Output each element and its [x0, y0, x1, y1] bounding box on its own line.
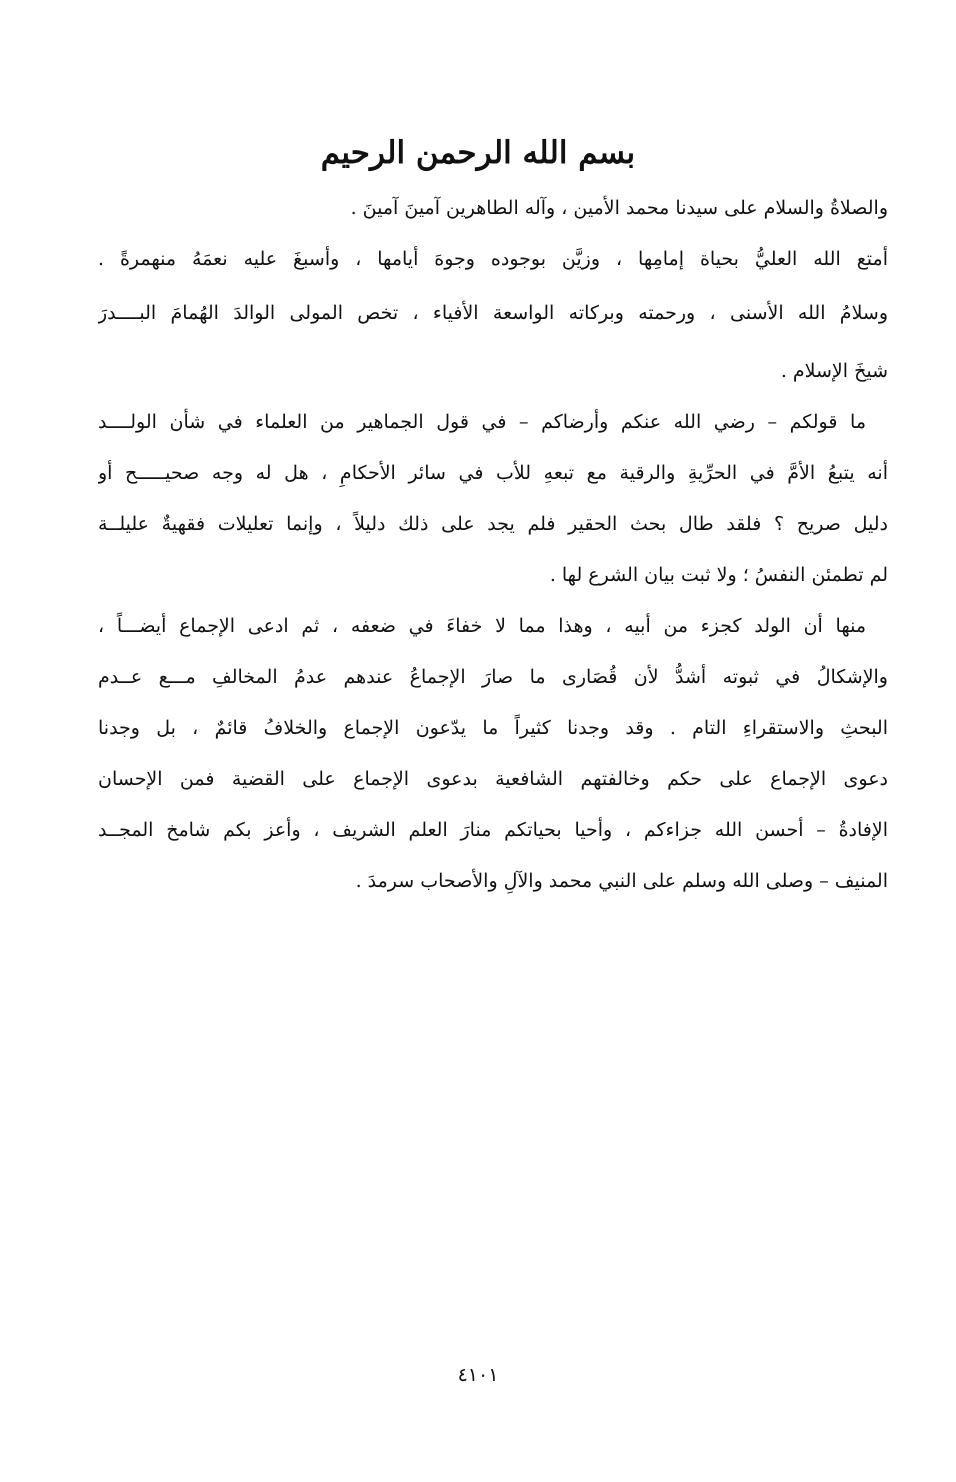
text-line-5: ما قولكم – رضي الله عنكم وأرضاكم – في قول الجماهير من العلماء في شأن الولــــد	[98, 411, 866, 433]
text-line-2: أمتع الله العليُّ بحياة إمامِها ، وزيَّن بوجوده وجوهَ أيامها ، وأسبغَ عليه نعمَهُ منهمرةً .	[98, 248, 888, 270]
text-line-1: والصلاةُ والسلام على سيدنا محمد الأمين ، وآله الطاهرين آمينَ آمينَ .	[350, 197, 888, 219]
page-number: ٤١٠١	[457, 1364, 499, 1386]
text-line-12: دعوى الإجماع على حكم وخالفتهم الشافعية بدعوى الإجماع على القضية فمن الإحسان	[98, 768, 888, 790]
text-line-9: منها أن الولد كجزء من أبيه ، وهذا مما لا خفاءَ في ضعفه ، ثم ادعى الإجماع أيضـــاً ،	[98, 615, 866, 637]
text-line-10: والإشكالُ في ثبوته أشدُّ لأن قُصَارى ما صارَ الإجماعُ عندهم عدمُ المخالفِ مـــع عــدم	[98, 666, 888, 688]
text-line-8: لم تطمئن النفسُ ؛ ولا ثبت بيان الشرع لها .	[549, 564, 888, 586]
text-line-3: وسلامُ الله الأسنى ، ورحمته وبركاته الواسعة الأفياء ، تخص المولى الوالدَ الهُمامَ البــــدرَ	[98, 302, 888, 324]
text-line-7: دليل صريح ؟ فلقد طال بحث الحقير فلم يجد على ذلك دليلاً ، وإنما تعليلات فقهيةٌ عليلــة	[98, 513, 888, 535]
text-line-11: البحثِ والاستقراءِ التام . وقد وجدنا كثيراً ما يدّعون الإجماع والخلافُ قائمٌ ، بل وجدنا	[98, 717, 888, 739]
text-line-13: الإفادةُ – أحسن الله جزاءكم ، وأحيا بحياتكم منارَ العلم الشريف ، وأعز بكم شامخ المجــد	[98, 819, 888, 841]
text-line-4: شيخَ الإسلام .	[780, 360, 888, 382]
body-text	[98, 183, 888, 907]
page-title: بسم الله الرحمن الرحيم	[320, 135, 636, 171]
text-line-14: المنيف – وصلى الله وسلم على النبي محمد والآلِ والأصحاب سرمدَ .	[355, 870, 888, 892]
text-line-6: أنه يتبعُ الأمَّ في الحرِّيةِ والرقية مع تبعهِ للأب في سائر الأحكامِ ، هل له وجه صحيـــــح أو	[98, 462, 888, 484]
